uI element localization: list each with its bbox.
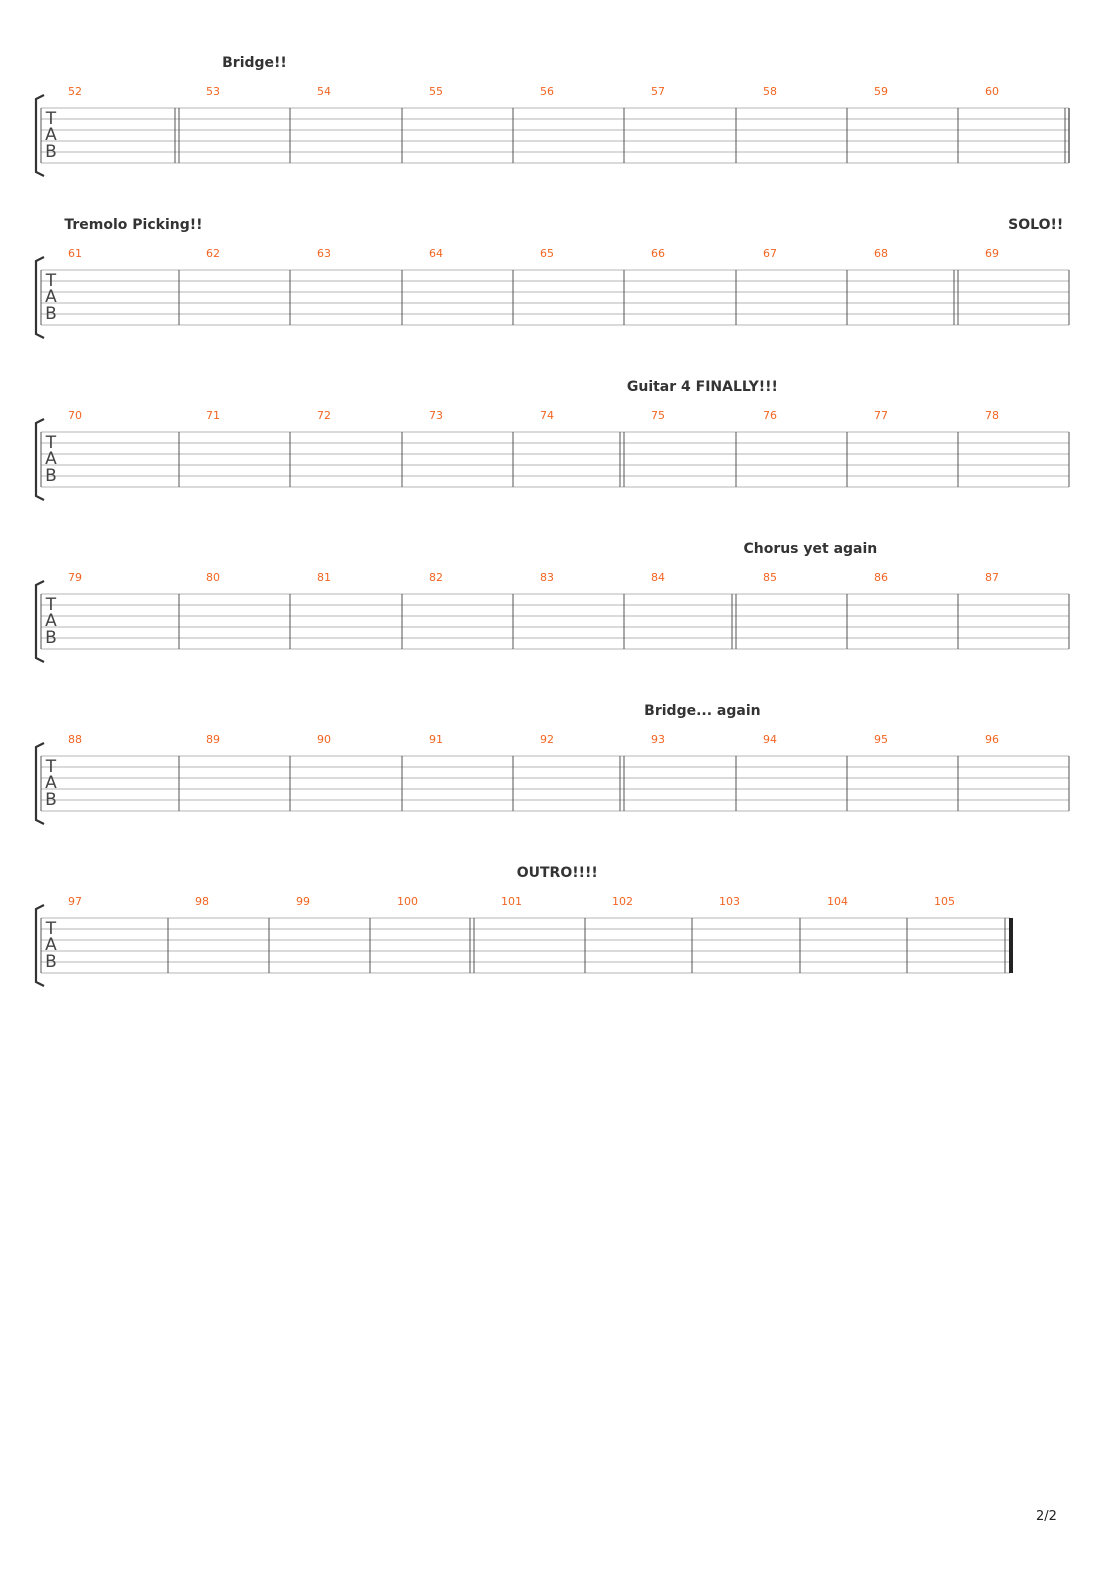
measure-number: 71: [206, 409, 220, 422]
measure-number: 99: [296, 895, 310, 908]
measure-number: 81: [317, 571, 331, 584]
measure-number: 83: [540, 571, 554, 584]
measure-number: 102: [612, 895, 633, 908]
measure-number: 55: [429, 85, 443, 98]
tab-clef-letter: A: [45, 611, 57, 631]
tab-clef-letter: A: [45, 125, 57, 145]
measure-number: 75: [651, 409, 665, 422]
system-bracket: [36, 257, 44, 338]
measure-number: 97: [68, 895, 82, 908]
section-label: SOLO!!: [1008, 217, 1064, 233]
measure-number: 72: [317, 409, 331, 422]
measure-number: 68: [874, 247, 888, 260]
tab-clef-letter: B: [45, 628, 57, 648]
measure-number: 100: [397, 895, 418, 908]
tab-clef-letter: A: [45, 287, 57, 307]
measure-number: 69: [985, 247, 999, 260]
measure-number: 77: [874, 409, 888, 422]
measure-number: 62: [206, 247, 220, 260]
tab-clef-letter: T: [45, 595, 57, 615]
measure-number: 82: [429, 571, 443, 584]
measure-number: 103: [719, 895, 740, 908]
system-bracket: [36, 905, 44, 986]
section-label: Guitar 4 FINALLY!!!: [626, 379, 778, 395]
measure-number: 70: [68, 409, 82, 422]
tab-clef-letter: B: [45, 142, 57, 162]
tab-system: [36, 217, 1069, 338]
measure-number: 74: [540, 409, 554, 422]
tab-system: [36, 865, 1013, 986]
tab-clef-letter: B: [45, 304, 57, 324]
tab-clef-letter: A: [45, 449, 57, 469]
measure-number: 63: [317, 247, 331, 260]
measure-number: 66: [651, 247, 665, 260]
measure-number: 53: [206, 85, 220, 98]
measure-number: 80: [206, 571, 220, 584]
tab-clef-letter: B: [45, 466, 57, 486]
tab-clef-letter: T: [45, 757, 57, 777]
measure-number: 52: [68, 85, 82, 98]
measure-number: 76: [763, 409, 777, 422]
measure-number: 57: [651, 85, 665, 98]
measure-number: 56: [540, 85, 554, 98]
measure-number: 65: [540, 247, 554, 260]
measure-number: 84: [651, 571, 665, 584]
measure-number: 58: [763, 85, 777, 98]
tab-clef-letter: A: [45, 935, 57, 955]
measure-number: 105: [934, 895, 955, 908]
tab-clef-letter: T: [45, 271, 57, 291]
section-label: OUTRO!!!!: [516, 865, 598, 881]
measure-number: 60: [985, 85, 999, 98]
tab-system: [36, 55, 1069, 176]
measure-number: 78: [985, 409, 999, 422]
section-label: Chorus yet again: [743, 541, 878, 557]
measure-number: 96: [985, 733, 999, 746]
section-label: Tremolo Picking!!: [64, 217, 203, 233]
measure-number: 101: [501, 895, 522, 908]
tab-clef-letter: T: [45, 109, 57, 129]
measure-number: 93: [651, 733, 665, 746]
measure-number: 59: [874, 85, 888, 98]
page-number: 2/2: [1036, 1509, 1057, 1524]
tab-clef-letter: T: [45, 433, 57, 453]
measure-number: 54: [317, 85, 331, 98]
measure-number: 98: [195, 895, 209, 908]
tab-clef-letter: T: [45, 919, 57, 939]
measure-number: 67: [763, 247, 777, 260]
measure-number: 79: [68, 571, 82, 584]
measure-number: 94: [763, 733, 777, 746]
measure-number: 88: [68, 733, 82, 746]
tab-system: [36, 703, 1069, 824]
tab-clef-letter: B: [45, 790, 57, 810]
tab-clef-letter: A: [45, 773, 57, 793]
final-barline: [1009, 918, 1013, 973]
measure-number: 95: [874, 733, 888, 746]
system-bracket: [36, 95, 44, 176]
measure-number: 87: [985, 571, 999, 584]
measure-number: 89: [206, 733, 220, 746]
measure-number: 91: [429, 733, 443, 746]
section-label: Bridge!!: [222, 55, 287, 71]
system-bracket: [36, 581, 44, 662]
system-bracket: [36, 419, 44, 500]
measure-number: 92: [540, 733, 554, 746]
measure-number: 85: [763, 571, 777, 584]
tab-clef-letter: B: [45, 952, 57, 972]
measure-number: 61: [68, 247, 82, 260]
measure-number: 104: [827, 895, 848, 908]
tab-system: [36, 541, 1069, 662]
measure-number: 64: [429, 247, 443, 260]
tab-system: [36, 379, 1069, 500]
measure-number: 86: [874, 571, 888, 584]
section-label: Bridge... again: [644, 703, 761, 719]
measure-number: 90: [317, 733, 331, 746]
system-bracket: [36, 743, 44, 824]
measure-number: 73: [429, 409, 443, 422]
